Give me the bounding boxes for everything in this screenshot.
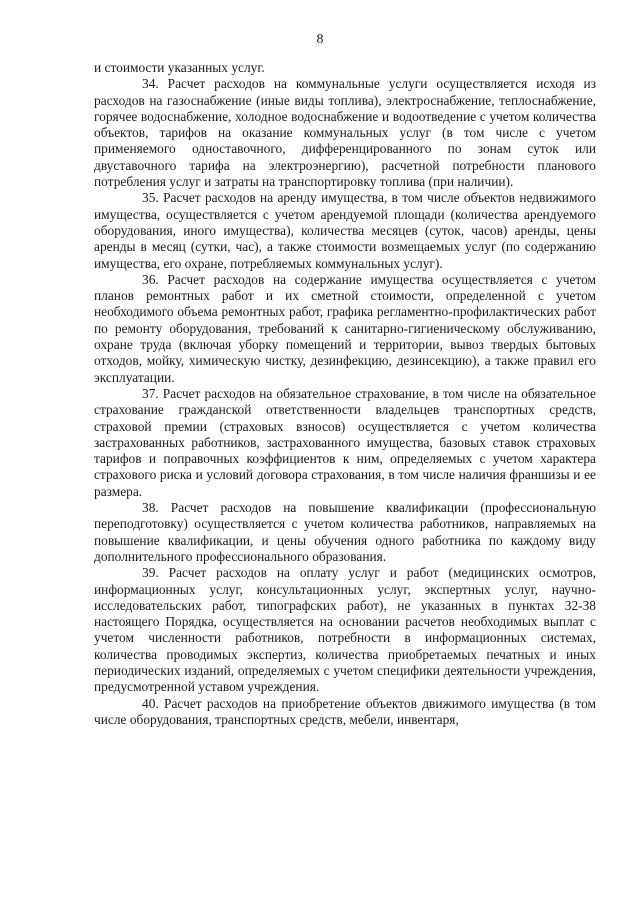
document-body: [94, 60, 596, 728]
page-number: 8: [316, 32, 324, 47]
paragraph-38: 38. Расчет расходов на повышение квалификации (профессиональную переподготовку) осуществляется с учетом количества работников, направляемых на повышение квалификации, и цены обучения одного работника по каждому виду дополнительного профессионального образования.: [94, 500, 596, 564]
paragraph-36: 36. Расчет расходов на содержание имущества осуществляется с учетом планов ремонтных работ и их сметной стоимости, определенной с учетом необходимого объема ремонтных работ, графика регламентно-профилактических работ по ремонту оборудования, требований к санитарно-гигиеническому обслуживанию, охране труда (включая уборку помещений и территории, вывоз твердых бытовых отходов, мойку, химическую чистку, дезинфекцию, дезинсекцию), а также правил его эксплуатации.: [94, 271, 596, 385]
paragraph-39: 39. Расчет расходов на оплату услуг и работ (медицинских осмотров, информационных услуг, консультационных услуг, экспертных услуг, научно-исследовательских работ, типографских работ), не указанных в пунктах 32-38 настоящего Порядка, осуществляется на основании расчетов необходимых выплат с учетом численности работников, потребности в информационных системах, количества проводимых экспертиз, количества приобретаемых печатных и иных периодических изданий, определяемых с учетом специфики деятельности учреждения, предусмотренной уставом учреждения.: [94, 565, 596, 695]
paragraph-continuation: и стоимости указанных услуг.: [94, 60, 265, 75]
paragraph-37: 37. Расчет расходов на обязательное страхование, в том числе на обязательное страхование гражданской ответственности владельцев транспортных средств, страховой премии (страховых взносов) осуществляется с учетом количества застрахованных работников, застрахованного имущества, базовых ставок страховых тарифов и поправочных коэффициентов к ним, определяемых с учетом характера страхового риска и условий договора страхования, в том числе наличия франшизы и ее размера.: [94, 385, 596, 499]
paragraph-40: 40. Расчет расходов на приобретение объектов движимого имущества (в том числе оборудования, транспортных средств, мебели, инвентаря,: [94, 695, 596, 727]
paragraph-34: 34. Расчет расходов на коммунальные услуги осуществляется исходя из расходов на газоснабжение (иные виды топлива), электроснабжение, теплоснабжение, горячее водоснабжение, холодное водоснабжение и водоотведение с учетом количества объектов, тарифов на оказание коммунальных услуг (в том числе с учетом применяемого одноставочного, дифференцированного по зонам суток или двуставочного тарифа на электроэнергию), расчетной потребности планового потребления услуг и затраты на транспортировку топлива (при наличии).: [94, 76, 596, 190]
paragraph-35: 35. Расчет расходов на аренду имущества, в том числе объектов недвижимого имущества, осуществляется с учетом арендуемой площади (количества арендуемого оборудования, иного имущества), количества месяцев (суток, часов) аренды, цены аренды в месяц (сутки, час), а также стоимости возмещаемых услуг (по содержанию имущества, его охране, потребляемых коммунальных услуг).: [94, 190, 596, 271]
